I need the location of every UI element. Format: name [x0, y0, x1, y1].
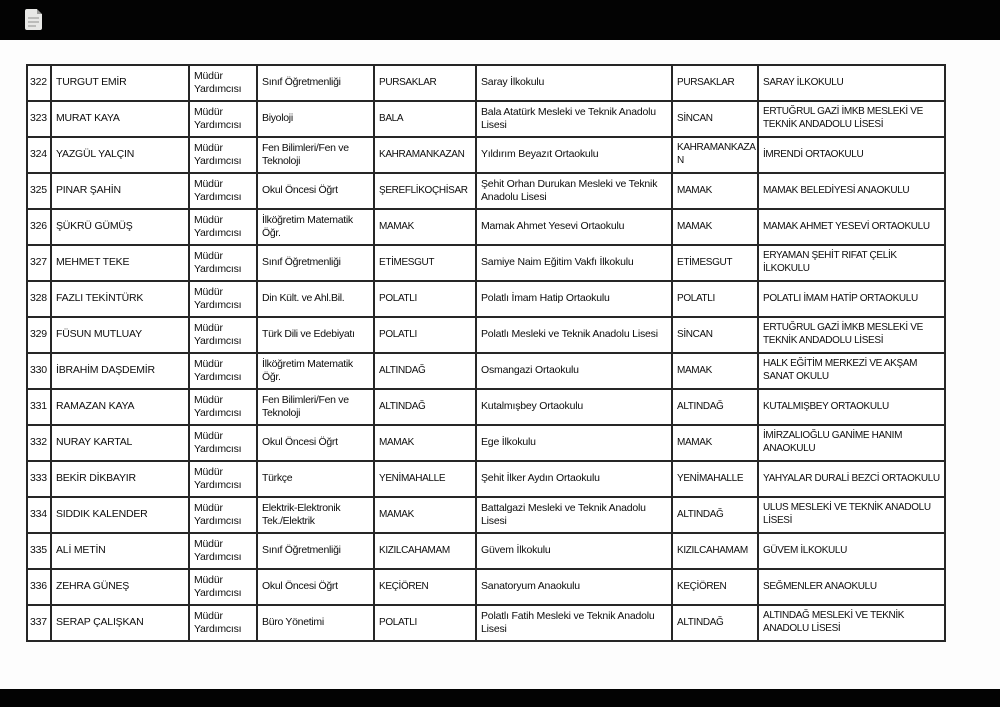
viewer-bottom-bar [0, 689, 1000, 707]
to-district-cell: KEÇİÖREN [672, 569, 758, 605]
to-district-cell: KIZILCAHAMAM [672, 533, 758, 569]
to-school-cell: ERTUĞRUL GAZİ İMKB MESLEKİ VE TEKNİK ANDADOLU LİSESİ [758, 317, 945, 353]
branch-cell: Fen Bilimleri/Fen ve Teknoloji [257, 137, 374, 173]
branch-cell: Fen Bilimleri/Fen ve Teknoloji [257, 389, 374, 425]
title-cell: Müdür Yardımcısı [189, 461, 257, 497]
name-cell: MURAT KAYA [51, 101, 189, 137]
branch-cell: Okul Öncesi Öğrt [257, 569, 374, 605]
to-school-cell: HALK EĞİTİM MERKEZİ VE AKŞAM SANAT OKULU [758, 353, 945, 389]
row-number-cell: 327 [27, 245, 51, 281]
from-district-cell: MAMAK [374, 209, 476, 245]
document-icon-fold [37, 9, 42, 14]
to-school-cell: MAMAK AHMET YESEVİ ORTAOKULU [758, 209, 945, 245]
row-number-cell: 335 [27, 533, 51, 569]
table-row [27, 533, 945, 569]
name-cell: TURGUT EMİR [51, 65, 189, 101]
name-cell: ZEHRA GÜNEŞ [51, 569, 189, 605]
to-district-cell: MAMAK [672, 425, 758, 461]
from-school-cell: Samiye Naim Eğitim Vakfı İlkokulu [476, 245, 672, 281]
branch-cell: Biyoloji [257, 101, 374, 137]
from-district-cell: YENİMAHALLE [374, 461, 476, 497]
to-school-cell: ERTUĞRUL GAZİ İMKB MESLEKİ VE TEKNİK ANDADOLU LİSESİ [758, 101, 945, 137]
from-district-cell: POLATLI [374, 281, 476, 317]
from-district-cell: PURSAKLAR [374, 65, 476, 101]
from-school-cell: Polatlı İmam Hatip Ortaokulu [476, 281, 672, 317]
to-school-cell: İMRENDİ ORTAOKULU [758, 137, 945, 173]
branch-cell: Okul Öncesi Öğrt [257, 425, 374, 461]
to-school-cell: GÜVEM İLKOKULU [758, 533, 945, 569]
to-school-cell: İMİRZALIOĞLU GANİME HANIM ANAOKULU [758, 425, 945, 461]
from-district-cell: KIZILCAHAMAM [374, 533, 476, 569]
from-school-cell: Yıldırım Beyazıt Ortaokulu [476, 137, 672, 173]
branch-cell: İlköğretim Matematik Öğr. [257, 209, 374, 245]
to-district-cell: POLATLI [672, 281, 758, 317]
row-number-cell: 322 [27, 65, 51, 101]
title-cell: Müdür Yardımcısı [189, 245, 257, 281]
name-cell: RAMAZAN KAYA [51, 389, 189, 425]
table-body [27, 65, 945, 641]
row-number-cell: 334 [27, 497, 51, 533]
name-cell: ŞÜKRÜ GÜMÜŞ [51, 209, 189, 245]
from-school-cell: Sanatoryum Anaokulu [476, 569, 672, 605]
title-cell: Müdür Yardımcısı [189, 605, 257, 641]
name-cell: ALİ METİN [51, 533, 189, 569]
table-row [27, 353, 945, 389]
from-school-cell: Mamak Ahmet Yesevi Ortaokulu [476, 209, 672, 245]
from-district-cell: ETİMESGUT [374, 245, 476, 281]
row-number-cell: 326 [27, 209, 51, 245]
title-cell: Müdür Yardımcısı [189, 569, 257, 605]
branch-cell: Sınıf Öğretmenliği [257, 65, 374, 101]
branch-cell: Sınıf Öğretmenliği [257, 533, 374, 569]
name-cell: BEKİR DİKBAYIR [51, 461, 189, 497]
title-cell: Müdür Yardımcısı [189, 173, 257, 209]
name-cell: SIDDIK KALENDER [51, 497, 189, 533]
name-cell: FAZLI TEKİNTÜRK [51, 281, 189, 317]
to-district-cell: PURSAKLAR [672, 65, 758, 101]
branch-cell: İlköğretim Matematik Öğr. [257, 353, 374, 389]
from-school-cell: Kutalmışbey Ortaokulu [476, 389, 672, 425]
row-number-cell: 323 [27, 101, 51, 137]
branch-cell: Elektrik-Elektronik Tek./Elektrik [257, 497, 374, 533]
from-district-cell: ALTINDAĞ [374, 389, 476, 425]
from-school-cell: Battalgazi Mesleki ve Teknik Anadolu Lisesi [476, 497, 672, 533]
from-district-cell: MAMAK [374, 497, 476, 533]
branch-cell: Okul Öncesi Öğrt [257, 173, 374, 209]
from-district-cell: KAHRAMANKAZAN [374, 137, 476, 173]
assignment-table [26, 64, 946, 642]
from-school-cell: Bala Atatürk Mesleki ve Teknik Anadolu Lisesi [476, 101, 672, 137]
from-school-cell: Osmangazi Ortaokulu [476, 353, 672, 389]
to-district-cell: SİNCAN [672, 101, 758, 137]
from-school-cell: Ege İlkokulu [476, 425, 672, 461]
to-district-cell: KAHRAMANKAZAN [672, 137, 758, 173]
table-row [27, 461, 945, 497]
from-school-cell: Şehit Orhan Durukan Mesleki ve Teknik Anadolu Lisesi [476, 173, 672, 209]
from-school-cell: Polatlı Fatih Mesleki ve Teknik Anadolu Lisesi [476, 605, 672, 641]
title-cell: Müdür Yardımcısı [189, 533, 257, 569]
title-cell: Müdür Yardımcısı [189, 65, 257, 101]
table-row [27, 425, 945, 461]
row-number-cell: 324 [27, 137, 51, 173]
to-school-cell: ULUS MESLEKİ VE TEKNİK ANADOLU LİSESİ [758, 497, 945, 533]
title-cell: Müdür Yardımcısı [189, 209, 257, 245]
from-district-cell: KEÇİÖREN [374, 569, 476, 605]
title-cell: Müdür Yardımcısı [189, 389, 257, 425]
from-district-cell: POLATLI [374, 605, 476, 641]
from-school-cell: Güvem İlkokulu [476, 533, 672, 569]
from-district-cell: MAMAK [374, 425, 476, 461]
title-cell: Müdür Yardımcısı [189, 281, 257, 317]
viewer-top-bar [0, 0, 1000, 40]
to-school-cell: ALTINDAĞ MESLEKİ VE TEKNİK ANADOLU LİSESİ [758, 605, 945, 641]
table-row [27, 137, 945, 173]
title-cell: Müdür Yardımcısı [189, 317, 257, 353]
row-number-cell: 333 [27, 461, 51, 497]
table-row [27, 209, 945, 245]
branch-cell: Büro Yönetimi [257, 605, 374, 641]
to-district-cell: ALTINDAĞ [672, 389, 758, 425]
title-cell: Müdür Yardımcısı [189, 425, 257, 461]
table-row [27, 101, 945, 137]
table-row [27, 173, 945, 209]
to-school-cell: KUTALMIŞBEY ORTAOKULU [758, 389, 945, 425]
table-row [27, 281, 945, 317]
title-cell: Müdür Yardımcısı [189, 353, 257, 389]
title-cell: Müdür Yardımcısı [189, 497, 257, 533]
branch-cell: Türkçe [257, 461, 374, 497]
row-number-cell: 331 [27, 389, 51, 425]
from-school-cell: Saray İlkokulu [476, 65, 672, 101]
table-row [27, 317, 945, 353]
from-district-cell: ŞEREFLİKOÇHİSAR [374, 173, 476, 209]
row-number-cell: 337 [27, 605, 51, 641]
to-school-cell: SEĞMENLER ANAOKULU [758, 569, 945, 605]
from-district-cell: BALA [374, 101, 476, 137]
to-district-cell: MAMAK [672, 173, 758, 209]
to-district-cell: ETİMESGUT [672, 245, 758, 281]
branch-cell: Türk Dili ve Edebiyatı [257, 317, 374, 353]
name-cell: İBRAHİM DAŞDEMİR [51, 353, 189, 389]
row-number-cell: 336 [27, 569, 51, 605]
name-cell: SERAP ÇALIŞKAN [51, 605, 189, 641]
title-cell: Müdür Yardımcısı [189, 137, 257, 173]
to-district-cell: ALTINDAĞ [672, 605, 758, 641]
row-number-cell: 330 [27, 353, 51, 389]
table-row [27, 65, 945, 101]
name-cell: MEHMET TEKE [51, 245, 189, 281]
table-row [27, 497, 945, 533]
to-district-cell: MAMAK [672, 353, 758, 389]
table-row [27, 569, 945, 605]
from-school-cell: Şehit İlker Aydın Ortaokulu [476, 461, 672, 497]
from-district-cell: ALTINDAĞ [374, 353, 476, 389]
name-cell: NURAY KARTAL [51, 425, 189, 461]
name-cell: FÜSUN MUTLUAY [51, 317, 189, 353]
to-school-cell: SARAY İLKOKULU [758, 65, 945, 101]
row-number-cell: 332 [27, 425, 51, 461]
to-district-cell: YENİMAHALLE [672, 461, 758, 497]
table-row [27, 245, 945, 281]
to-school-cell: ERYAMAN ŞEHİT RIFAT ÇELİK İLKOKULU [758, 245, 945, 281]
row-number-cell: 329 [27, 317, 51, 353]
to-school-cell: MAMAK BELEDİYESİ ANAOKULU [758, 173, 945, 209]
title-cell: Müdür Yardımcısı [189, 101, 257, 137]
table-row [27, 389, 945, 425]
branch-cell: Din Kült. ve Ahl.Bil. [257, 281, 374, 317]
to-school-cell: YAHYALAR DURALİ BEZCİ ORTAOKULU [758, 461, 945, 497]
name-cell: YAZGÜL YALÇIN [51, 137, 189, 173]
document-icon[interactable] [25, 9, 42, 30]
table-row [27, 605, 945, 641]
from-district-cell: POLATLI [374, 317, 476, 353]
to-school-cell: POLATLI İMAM HATİP ORTAOKULU [758, 281, 945, 317]
to-district-cell: ALTINDAĞ [672, 497, 758, 533]
name-cell: PINAR ŞAHİN [51, 173, 189, 209]
row-number-cell: 328 [27, 281, 51, 317]
to-district-cell: MAMAK [672, 209, 758, 245]
branch-cell: Sınıf Öğretmenliği [257, 245, 374, 281]
row-number-cell: 325 [27, 173, 51, 209]
to-district-cell: SİNCAN [672, 317, 758, 353]
from-school-cell: Polatlı Mesleki ve Teknik Anadolu Lisesi [476, 317, 672, 353]
